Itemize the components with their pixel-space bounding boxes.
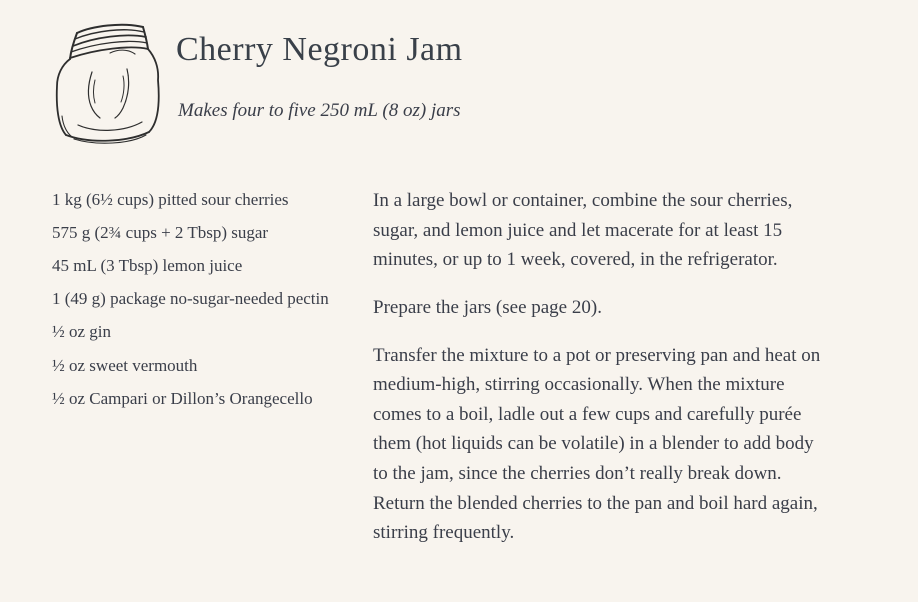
recipe-body bbox=[52, 186, 868, 566]
ingredient-item: ½ oz gin bbox=[52, 322, 112, 342]
recipe-header bbox=[52, 18, 868, 146]
ingredient-item: 1 (49 g) package no-sugar-needed pectin bbox=[52, 289, 329, 309]
instruction-paragraph: Transfer the mixture to a pot or preserving pan and heat on medium-high, stirring occasionally. When the mixture comes to a boil, ladle out a few cups and carefully purée them (hot liquids can be volatile) in a blender to add body to the jam, since the cherries don’t really break down. Return the blended cherries to the pan and boil hard again, stirring frequently. bbox=[373, 344, 821, 544]
ingredient-item: 45 mL (3 Tbsp) lemon juice bbox=[52, 256, 243, 276]
ingredient-item: ½ oz Campari or Dillon’s Orangecello bbox=[52, 388, 313, 408]
instructions-section bbox=[373, 186, 823, 566]
ingredient-item: 575 g (2¾ cups + 2 Tbsp) sugar bbox=[52, 223, 269, 243]
header-text-block bbox=[176, 18, 463, 122]
recipe-title: Cherry Negroni Jam bbox=[176, 31, 463, 68]
mason-jar-illustration-icon bbox=[52, 18, 164, 146]
ingredients-list bbox=[52, 188, 341, 566]
instruction-paragraph: Prepare the jars (see page 20). bbox=[373, 296, 602, 318]
instruction-paragraph: In a large bowl or container, combine the sour cherries, sugar, and lemon juice and let macerate for at least 15 minutes, or up to 1 week, covered, in the refrigerator. bbox=[373, 190, 793, 271]
ingredient-item: 1 kg (6½ cups) pitted sour cherries bbox=[52, 190, 289, 209]
ingredient-item: ½ oz sweet vermouth bbox=[52, 355, 198, 375]
recipe-yield-note: Makes four to five 250 mL (8 oz) jars bbox=[178, 99, 461, 121]
